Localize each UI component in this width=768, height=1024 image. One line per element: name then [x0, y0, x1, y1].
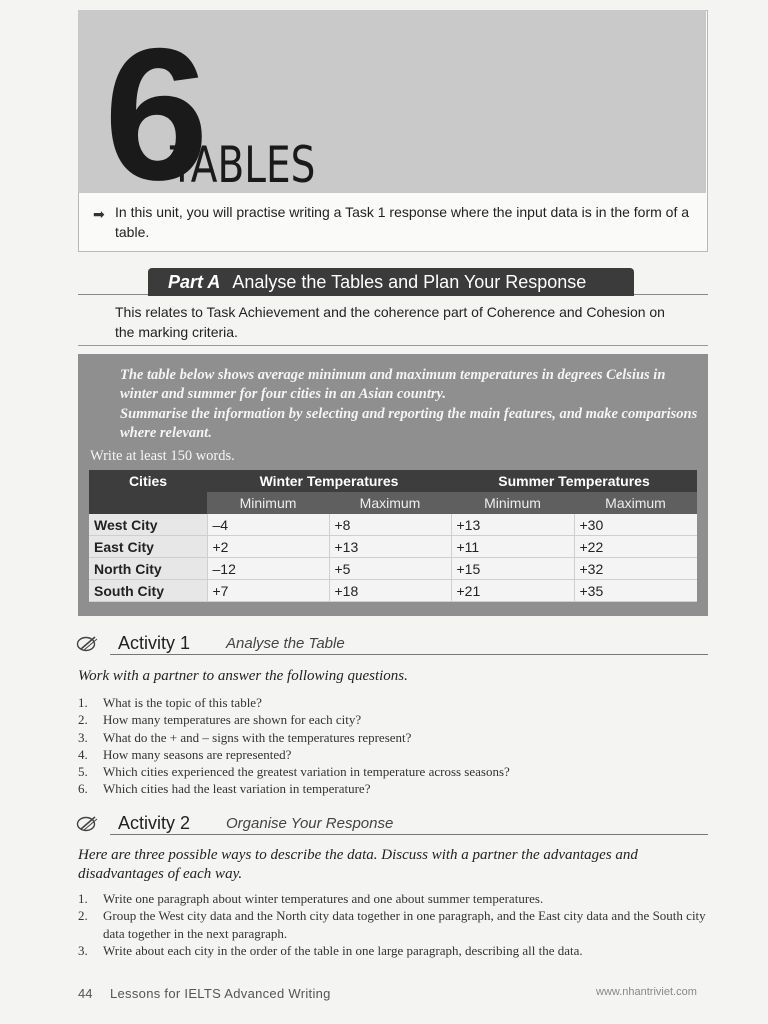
- table-cell: +2: [207, 536, 329, 558]
- activity-1-title: Activity 1: [118, 633, 191, 653]
- table-cell: +5: [329, 558, 451, 580]
- subheader-summer-max: Maximum: [574, 492, 697, 514]
- divider: [110, 654, 708, 655]
- part-a-label: Part A: [168, 272, 221, 292]
- subheader-winter-max: Maximum: [329, 492, 451, 514]
- task-instruction: Summarise the information by selecting and reporting the main features, and make comparisons where relevant.: [120, 406, 698, 441]
- table-row: [89, 514, 697, 536]
- table-cell: –4: [207, 514, 329, 536]
- temperature-table: [89, 470, 697, 602]
- part-a-description: This relates to Task Achievement and the coherence part of Coherence and Cohesion on the marking criteria.: [115, 304, 665, 340]
- part-a-banner: [148, 268, 634, 296]
- table-cell: +30: [574, 514, 697, 536]
- list-item: 1. What is the topic of this table?: [78, 695, 262, 710]
- unit-intro: In this unit, you will practise writing a Task 1 response where the input data is in the form of a table.: [115, 204, 690, 240]
- publisher-url: www.nhantriviet.com: [596, 986, 697, 998]
- part-a-title: Analyse the Tables and Plan Your Response: [232, 272, 587, 292]
- table-cell: +11: [451, 536, 574, 558]
- table-cell: +8: [329, 514, 451, 536]
- pencil-icon: [76, 814, 98, 832]
- table-row: [89, 536, 697, 558]
- activity-2-subtitle: Organise Your Response: [226, 815, 394, 832]
- table-cell: +7: [207, 580, 329, 602]
- table-cell: +32: [574, 558, 697, 580]
- activity-1-instruction: Work with a partner to answer the following questions.: [78, 668, 408, 684]
- header-cities: Cities: [89, 470, 207, 514]
- page-number: 44: [78, 986, 93, 1001]
- book-title: Lessons for IELTS Advanced Writing: [110, 986, 331, 1001]
- table-row: [89, 558, 697, 580]
- list-item: 1. Write one paragraph about winter temperatures and one about summer temperatures.: [78, 891, 544, 906]
- city-name: East City: [89, 536, 207, 558]
- unit-title: TABLES: [170, 136, 316, 194]
- table-cell: +13: [329, 536, 451, 558]
- table-cell: –12: [207, 558, 329, 580]
- subheader-winter-min: Minimum: [207, 492, 329, 514]
- task-prompt: The table below shows average minimum and maximum temperatures in degrees Celsius in winter and summer for four cities in an Asian country.: [120, 367, 666, 402]
- header-winter: Winter Temperatures: [207, 470, 451, 492]
- subheader-summer-min: Minimum: [451, 492, 574, 514]
- pencil-icon: [76, 634, 98, 652]
- city-name: South City: [89, 580, 207, 602]
- activity-2-title: Activity 2: [118, 813, 191, 833]
- list-item: 6. Which cities had the least variation in temperature?: [78, 781, 371, 797]
- list-item: 2. How many temperatures are shown for each city?: [78, 712, 362, 728]
- header-summer: Summer Temperatures: [451, 470, 697, 492]
- table-cell: +35: [574, 580, 697, 602]
- table-cell: +13: [451, 514, 574, 536]
- city-name: West City: [89, 514, 207, 536]
- unit-number: 6: [104, 9, 201, 219]
- activity-2-instruction: Here are three possible ways to describe the data. Discuss with a partner the advantages and disadvantages of each way.: [78, 847, 638, 882]
- table-cell: +22: [574, 536, 697, 558]
- activity-1-questions: [78, 694, 708, 798]
- table-cell: +21: [451, 580, 574, 602]
- list-item: 5. Which cities experienced the greatest variation in temperature across seasons?: [78, 764, 510, 780]
- list-item: 3. Write about each city in the order of the table in one large paragraph, describing all the data.: [78, 942, 583, 958]
- divider: [78, 345, 708, 346]
- table-row: [89, 580, 697, 602]
- arrow-right-icon: ➡: [93, 206, 105, 222]
- list-item: 3. What do the + and – signs with the temperatures represent?: [78, 729, 412, 745]
- activity-1-subtitle: Analyse the Table: [226, 635, 345, 652]
- divider: [110, 834, 708, 835]
- list-item: 4. How many seasons are represented?: [78, 746, 292, 762]
- list-item: 2. Group the West city data and the North city data together in one paragraph, and the East city data and the South city data together in the next paragraph.: [78, 908, 706, 941]
- table-cell: +15: [451, 558, 574, 580]
- table-cell: +18: [329, 580, 451, 602]
- city-name: North City: [89, 558, 207, 580]
- activity-2-options: [78, 890, 714, 959]
- word-count-note: Write at least 150 words.: [90, 448, 235, 464]
